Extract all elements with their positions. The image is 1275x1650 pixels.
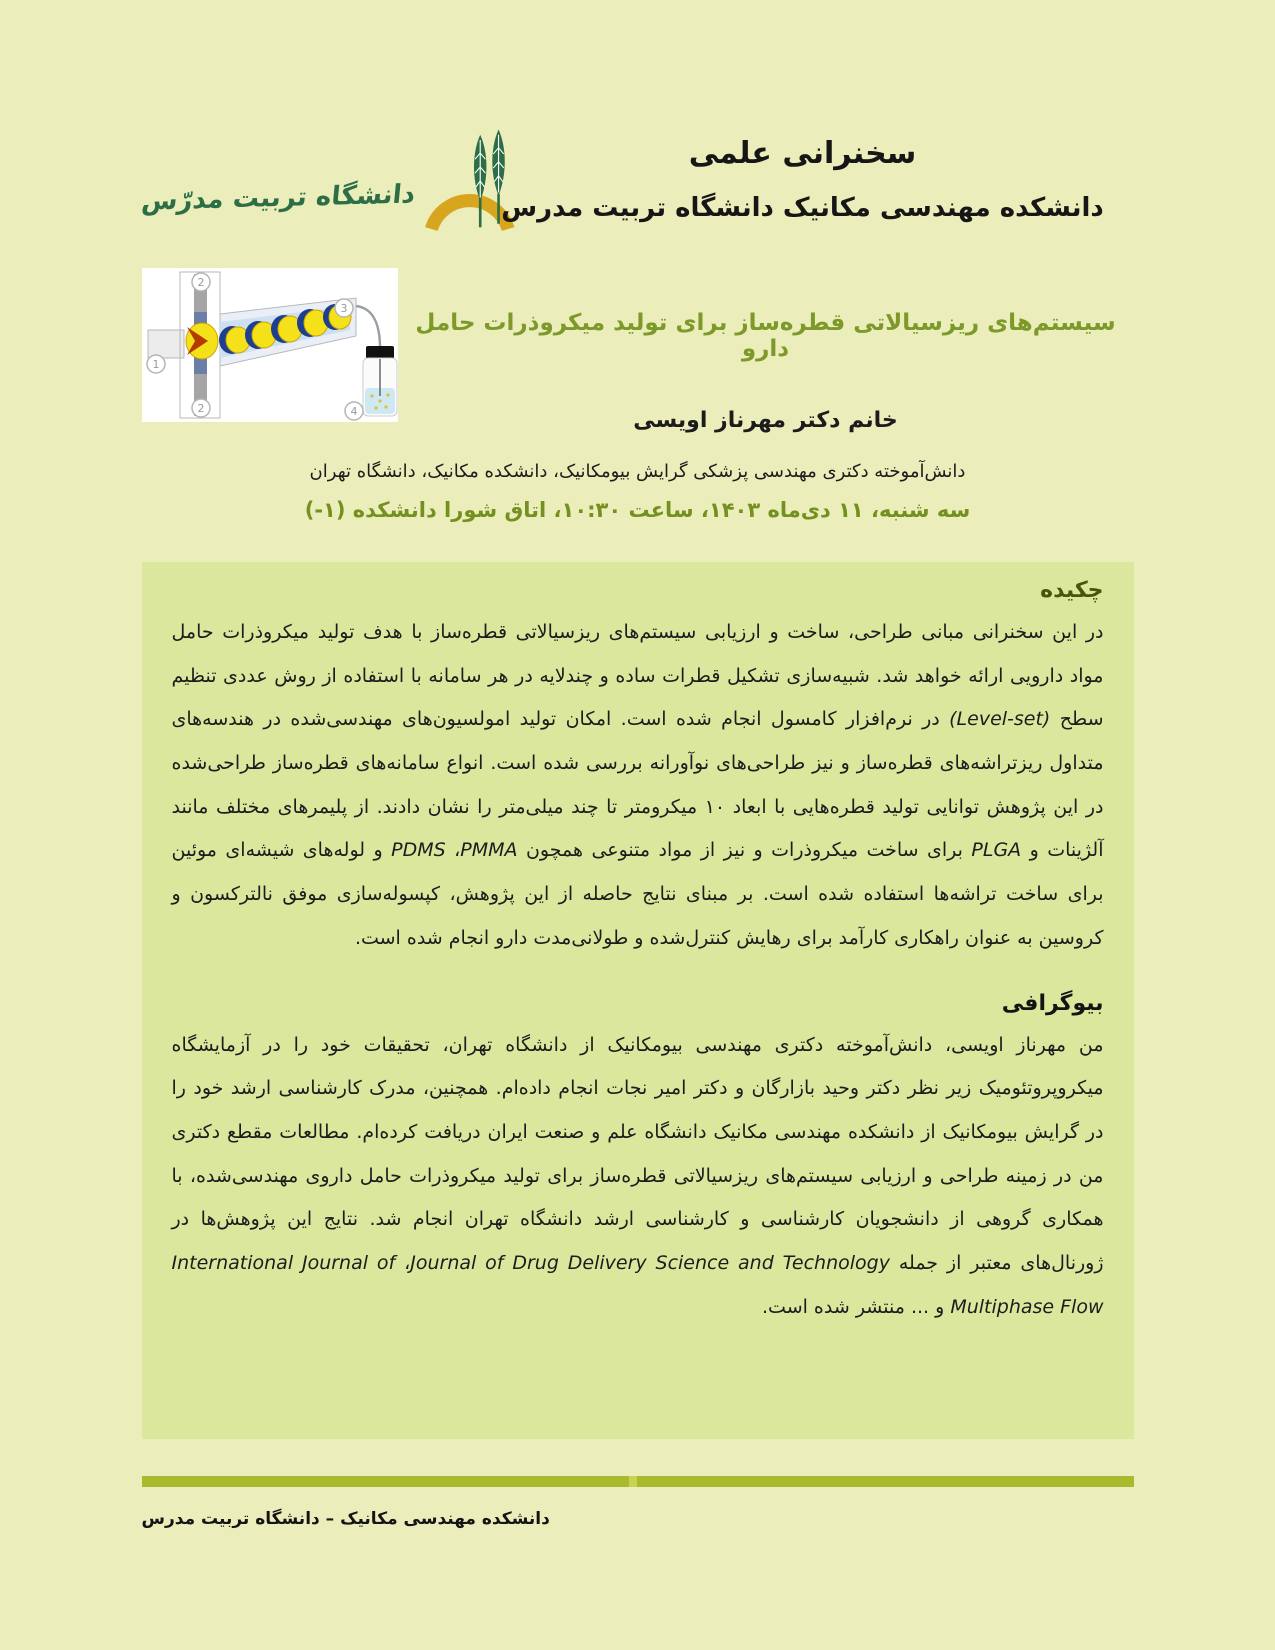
- diagram-step-label: 3: [340, 302, 347, 315]
- abstract-text: برای ساخت میکروذرات و نیز از مواد متنوعی همچون: [517, 839, 972, 862]
- biography-text: و ... منتشر شده است.: [762, 1295, 951, 1318]
- biography-heading: بیوگرافی: [1001, 990, 1104, 1016]
- material-pmma: PMMA: [460, 839, 518, 862]
- header-titles: [472, 124, 1134, 223]
- abstract-paragraph: [172, 611, 1104, 961]
- polymer-plga: PLGA: [971, 839, 1022, 862]
- event-datetime-text: سه شنبه، ۱۱ دی‌ماه ۱۴۰۳، ساعت ۱۰:۳۰، اتاق شورا دانشکده: [345, 498, 971, 522]
- diagram-step-label: 4: [350, 405, 357, 418]
- biography-text: من مهرناز اویسی، دانش‌آموخته دکتری مهندسی بیومکانیک از دانشگاه تهران، تحقیقات خود را در آزمایشگاه میکروپروتئومیک زیر نظر دکتر وحید بازارگان و دکتر امیر نجات انجام داده‌ام. همچنین، مدرک کارشناسی ارشد خود را در گرایش بیومکانیک از دانشکده مهندسی مکانیک دانشگاه علم و صنعت ایران دریافت کرده‌ام. مطالعات مقطع دکتری من در زمینه طراحی و ارزیابی سیستم‌های ریزسیالاتی قطره‌ساز برای تولید میکروذرات حامل داروی مهندسی‌شده، با همکاری گروهی از دانشجویان کارشناسی و کارشناسی ارشد دانشگاه تهران انجام شد. نتایج این پژوهش‌ها در ژورنال‌های معتبر از جمله: [171, 1033, 1104, 1274]
- biography-text: ،: [395, 1251, 411, 1274]
- speaker-name: خانم دکتر مهرناز اویسی: [633, 408, 898, 433]
- journal-name: Journal of Drug Delivery Science and Technology: [410, 1251, 890, 1274]
- journal-name: International Journal of Multiphase Flow: [171, 1251, 1104, 1318]
- talk-title: سیستم‌های ریزسیالاتی قطره‌ساز برای تولید میکروذرات حامل دارو: [415, 310, 1116, 362]
- diagram-step-label: 2: [197, 276, 204, 289]
- abstract-heading: چکیده: [1040, 578, 1104, 603]
- diagram-step-label: 1: [152, 358, 159, 371]
- abstract-bio-box: [142, 562, 1134, 1439]
- levelset-term: (Level-set): [949, 708, 1051, 731]
- page-title: سخنرانی علمی: [688, 136, 917, 171]
- speaker-credentials: دانش‌آموخته دکتری مهندسی پزشکی گرایش بیومکانیک، دانشکده مکانیک، دانشگاه تهران: [309, 461, 966, 482]
- event-room-number: (-۱): [304, 498, 346, 522]
- university-logo-calligraphy: دانشگاه تربیت مدرّس: [139, 179, 416, 217]
- material-pdms: PDMS: [391, 839, 446, 862]
- event-datetime: [142, 498, 1134, 522]
- biography-paragraph: [172, 1024, 1104, 1330]
- university-logo: [139, 124, 472, 238]
- header: [139, 0, 1134, 238]
- talk-head: [398, 268, 1134, 433]
- header-subtitle: دانشکده مهندسی مکانیک دانشگاه تربیت مدرس: [501, 193, 1104, 223]
- abstract-text: و لوله‌های شیشه‌ای موئین برای ساخت تراشه‌ها استفاده شده است. بر مبنای نتایج حاصله از این پژوهش، کپسوله‌سازی موفق نالترکسون و کروسین به عنوان راهکاری کارآمد برای رهایش کنترل‌شده و طولانی‌مدت دارو انجام شده است.: [171, 839, 1104, 949]
- abstract-text: در این سخنرانی مبانی طراحی، ساخت و ارزیابی سیستم‌های ریزسیالاتی قطره‌ساز با هدف تولید میکروذرات حامل مواد دارویی ارائه خواهد شد. شبیه‌سازی تشکیل قطرات ساده و چندلایه در هر سامانه با استفاده از روش عددی تنظیم سطح: [171, 621, 1104, 731]
- footer-divider-bar: [142, 1476, 1134, 1487]
- diagram-step-label: 2: [197, 402, 204, 415]
- footer-text: دانشکده مهندسی مکانیک – دانشگاه تربیت مدرس: [141, 1509, 550, 1529]
- microfluidic-droplet-diagram: [142, 268, 398, 422]
- talk-header-row: [142, 268, 1134, 433]
- abstract-text: ،: [445, 839, 461, 862]
- abstract-text: در نرم‌افزار کامسول انجام شده است. امکان تولید امولسیون‌های مهندسی‌شده در هندسه‌های متداول ریزتراشه‌های قطره‌ساز و نیز طراحی‌های نوآورانه بررسی شده است. انواع سامانه‌های قطره‌ساز طراحی‌شده در این پژوهش توانایی تولید قطره‌هایی با ابعاد ۱۰ میکرومتر تا چند میلی‌متر را نشان دادند. از پلیمرهای مختلف مانند آلژینات و: [171, 708, 1104, 862]
